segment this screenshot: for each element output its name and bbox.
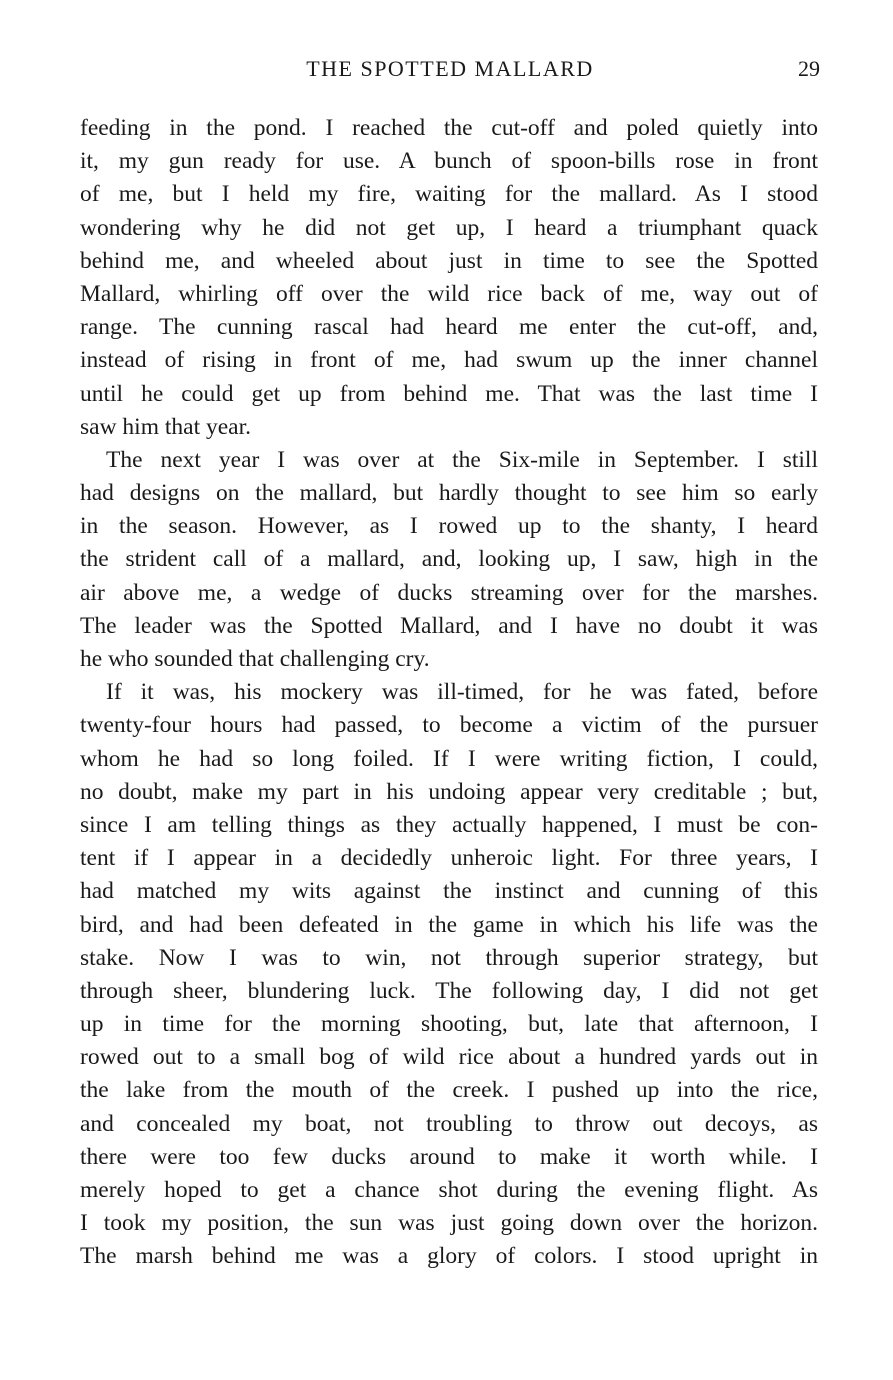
text-line: twenty-four hours had passed, to become a victim of the pursuer bbox=[80, 712, 818, 739]
text-line: there were too few ducks around to make it worth while. I bbox=[80, 1143, 818, 1170]
page-number: 29 bbox=[798, 56, 820, 81]
text-line: up in time for the morning shooting, but, late that afternoon, I bbox=[80, 1011, 818, 1038]
text-line: no doubt, make my part in his undoing appear very creditable ; but, bbox=[80, 778, 818, 805]
text-line: The marsh behind me was a glory of colors. I stood upright in bbox=[80, 1243, 818, 1270]
text-line: If it was, his mockery was ill-timed, for he was fated, before bbox=[106, 679, 818, 706]
text-line: in the season. However, as I rowed up to the shanty, I heard bbox=[80, 513, 818, 540]
body-text bbox=[80, 112, 818, 1274]
text-line: it, my gun ready for use. A bunch of spoon-bills rose in front bbox=[80, 148, 818, 175]
text-line: had matched my wits against the instinct and cunning of this bbox=[80, 878, 818, 905]
text-line: he who sounded that challenging cry. bbox=[80, 646, 430, 672]
text-line: The leader was the Spotted Mallard, and I have no doubt it was bbox=[80, 612, 818, 639]
text-line: merely hoped to get a chance shot during the evening flight. As bbox=[80, 1177, 818, 1203]
text-line: I took my position, the sun was just going down over the horizon. bbox=[80, 1210, 818, 1237]
text-line: range. The cunning rascal had heard me enter the cut-off, and, bbox=[80, 314, 818, 341]
text-line: through sheer, blundering luck. The following day, I did not get bbox=[80, 977, 818, 1004]
text-line: feeding in the pond. I reached the cut-off and poled quietly into bbox=[80, 115, 818, 141]
text-line: the strident call of a mallard, and, looking up, I saw, high in the bbox=[80, 546, 818, 573]
running-title: THE SPOTTED MALLARD bbox=[306, 56, 594, 81]
text-line: whom he had so long foiled. If I were writing fiction, I could, bbox=[80, 745, 818, 772]
paragraph bbox=[80, 444, 818, 676]
text-line: stake. Now I was to win, not through superior strategy, but bbox=[80, 944, 818, 971]
running-head bbox=[80, 52, 820, 86]
text-line: the lake from the mouth of the creek. I pushed up into the rice, bbox=[80, 1077, 818, 1104]
text-line: behind me, and wheeled about just in time to see the Spotted bbox=[80, 247, 818, 274]
text-line: since I am telling things as they actually happened, I must be con- bbox=[80, 811, 818, 838]
text-line: wondering why he did not get up, I heard a triumphant quack bbox=[80, 214, 818, 241]
text-line: had designs on the mallard, but hardly thought to see him so early bbox=[80, 480, 818, 507]
text-line: bird, and had been defeated in the game in which his life was the bbox=[80, 911, 818, 938]
paragraph bbox=[80, 676, 818, 1273]
text-line: and concealed my boat, not troubling to throw out decoys, as bbox=[80, 1110, 818, 1137]
text-line: of me, but I held my fire, waiting for the mallard. As I stood bbox=[80, 181, 818, 208]
text-line: saw him that year. bbox=[80, 413, 251, 440]
text-line: air above me, a wedge of ducks streaming over for the marshes. bbox=[80, 579, 818, 606]
paragraph bbox=[80, 112, 818, 444]
text-line: tent if I appear in a decidedly unheroic light. For three years, I bbox=[80, 845, 818, 872]
text-line: rowed out to a small bog of wild rice about a hundred yards out in bbox=[80, 1044, 818, 1071]
text-line: until he could get up from behind me. That was the last time I bbox=[80, 380, 818, 407]
text-line: Mallard, whirling off over the wild rice back of me, way out of bbox=[80, 280, 818, 307]
text-line: The next year I was over at the Six-mile in September. I still bbox=[106, 446, 818, 473]
text-line: instead of rising in front of me, had swum up the inner channel bbox=[80, 347, 818, 374]
